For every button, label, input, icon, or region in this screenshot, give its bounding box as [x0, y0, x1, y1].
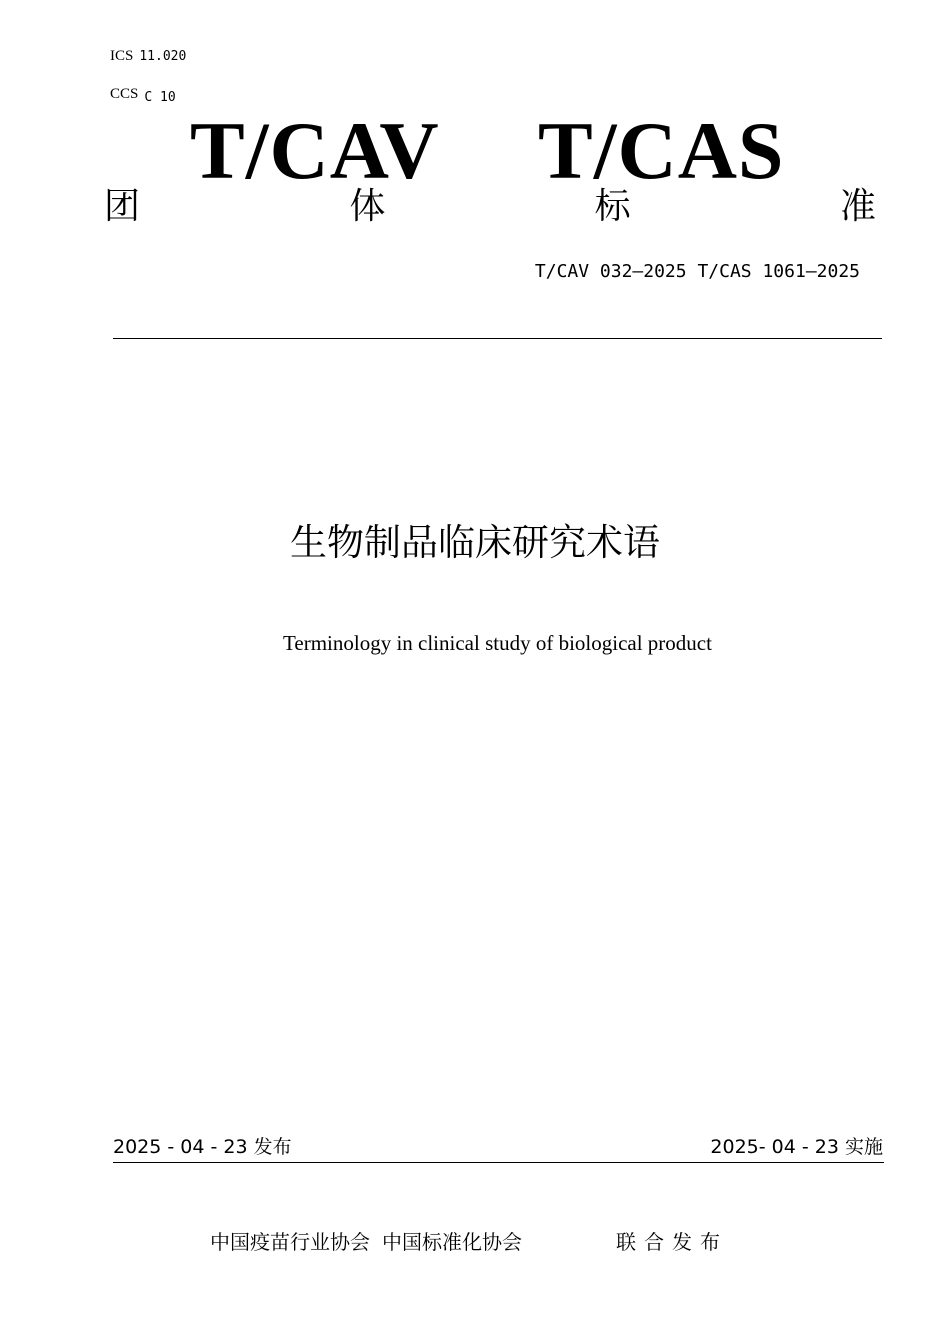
standard-type-char: 准 [839, 186, 876, 227]
logo-cav: T/CAV [190, 105, 440, 196]
ccs-value: C 10 [144, 90, 176, 105]
standard-number: T/CAV 032—2025 T/CAS 1061—2025 [534, 261, 860, 282]
issuing-organizations [210, 1227, 522, 1257]
ccs-code [110, 85, 176, 104]
top-divider [113, 338, 882, 339]
bottom-divider [113, 1162, 884, 1163]
ics-code [110, 47, 186, 66]
issuer-org-2: 中国标准化协会 [382, 1230, 522, 1254]
document-title-en: Terminology in clinical study of biological product [283, 631, 712, 655]
issue-date: 2025 - 04 - 23 发布 [113, 1136, 292, 1158]
implementation-date: 2025- 04 - 23 实施 [710, 1136, 883, 1158]
standard-type-char: 体 [349, 186, 386, 227]
joint-release-label: 联合发布 [616, 1230, 728, 1254]
document-title-cn: 生物制品临床研究术语 [290, 521, 660, 564]
ics-value: 11.020 [139, 49, 187, 64]
standard-type [104, 182, 876, 232]
issuer-org-1: 中国疫苗行业协会 [210, 1230, 370, 1254]
logo-cas: T/CAS [538, 105, 785, 196]
standard-type-char: 标 [594, 186, 631, 227]
ics-label: ICS [110, 48, 134, 64]
ccs-label: CCS [110, 86, 139, 102]
standard-type-char: 团 [104, 186, 141, 227]
